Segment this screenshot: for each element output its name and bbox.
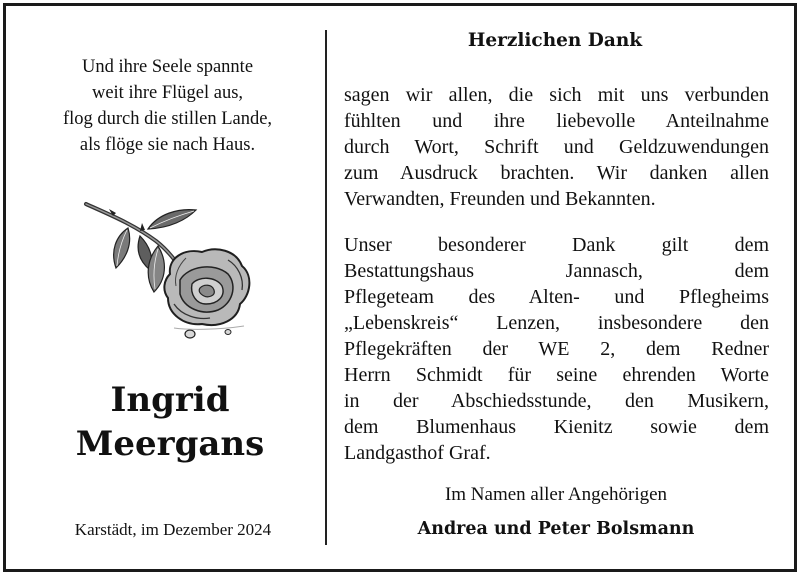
text-line: Verwandten, Freunden und Bekannten. <box>344 188 656 210</box>
deceased-name <box>20 378 320 466</box>
text-line: Landgasthof Graf. <box>344 442 491 464</box>
text-line: Herrn Schmidt für seine ehrenden Worte <box>344 364 769 386</box>
text-line: Bestattungshaus Jannasch, dem <box>344 260 769 282</box>
poem <box>20 54 315 158</box>
text-line: in der Abschiedsstunde, den Musikern, <box>344 390 769 412</box>
thanks-title: Herzlichen Dank <box>467 30 643 51</box>
text-line: dem Blumenhaus Kienitz sowie dem <box>344 416 769 438</box>
text-line: sagen wir allen, die sich mit uns verbunden <box>344 84 769 106</box>
poem-line: weit ihre Flügel aus, <box>91 83 244 103</box>
poem-line: als flöge sie nach Haus. <box>79 135 256 155</box>
first-name: Ingrid <box>110 380 230 420</box>
thanks-paragraph-1 <box>344 82 769 212</box>
text-line: Pflegekräften der WE 2, dem Redner <box>344 338 769 360</box>
text-line: fühlten und ihre liebevolle Anteilnahme <box>344 110 769 132</box>
thanks-paragraph-2 <box>344 232 769 466</box>
text-line: „Lebenskreis“ Lenzen, insbesondere den <box>344 312 769 334</box>
place-date: Karstädt, im Dezember 2024 <box>74 520 272 539</box>
text-line: durch Wort, Schrift und Geldzuwendungen <box>344 136 769 158</box>
last-name: Meergans <box>75 424 265 464</box>
poem-line: Und ihre Seele spannte <box>81 57 254 77</box>
text-line: Pflegeteam des Alten- und Pflegheims <box>344 286 769 308</box>
column-divider <box>325 30 327 545</box>
poem-line: flog durch die stillen Lande, <box>62 109 273 129</box>
signatory-names: Andrea und Peter Bolsmann <box>417 519 695 539</box>
rose-illustration <box>78 196 263 354</box>
on-behalf-line: Im Namen aller Angehörigen <box>444 484 668 505</box>
text-line: Unser besonderer Dank gilt dem <box>344 234 769 256</box>
text-line: zum Ausdruck brachten. Wir danken allen <box>344 162 769 184</box>
